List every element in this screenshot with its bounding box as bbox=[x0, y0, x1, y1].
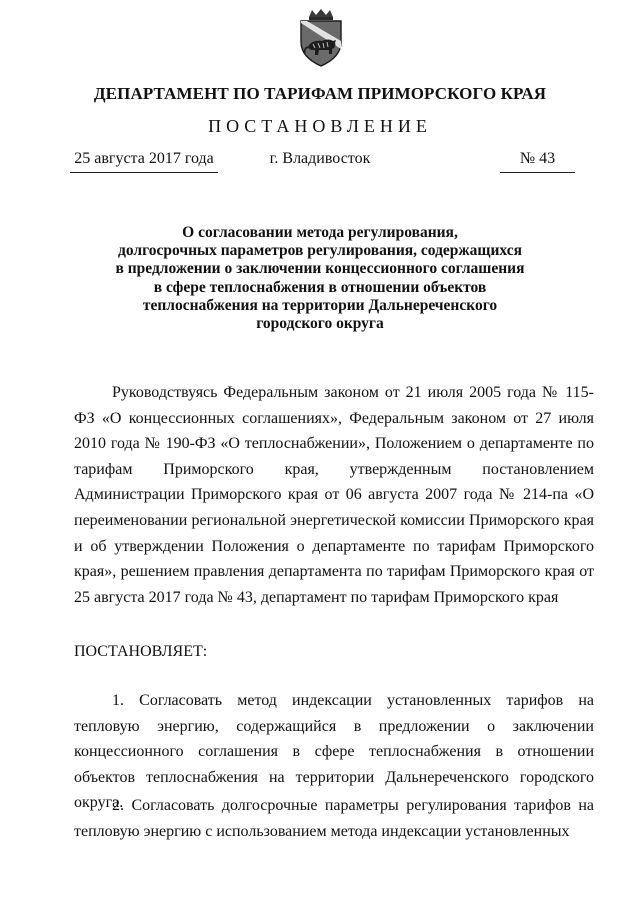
subject-line: теплоснабжения на территории Дальнереченского bbox=[142, 296, 498, 314]
subject-line: городского округа bbox=[256, 315, 384, 333]
document-type: ПОСТАНОВЛЕНИЕ bbox=[208, 116, 432, 136]
subject-line: долгосрочных параметров регулирования, содержащихся bbox=[118, 242, 522, 260]
item-2-paragraph: 2. Согласовать долгосрочные параметры регулирования тарифов на тепловую энергию с использованием метода индексации установленных bbox=[74, 797, 594, 840]
resolves-heading: ПОСТАНОВЛЯЕТ: bbox=[74, 643, 208, 660]
document-city: г. Владивосток bbox=[269, 150, 371, 167]
item-1-paragraph: 1. Согласовать метод индексации установленных тарифов на тепловую энергию, содержащийся в предложении о заключении концессионного соглашения в сфере теплоснабжения в отношении объектов теплоснабжения на территории Дальнереченского городского округа. bbox=[74, 692, 594, 812]
document-subject bbox=[100, 224, 540, 333]
department-name: ДЕПАРТАМЕНТ ПО ТАРИФАМ ПРИМОРСКОГО КРАЯ bbox=[93, 84, 547, 103]
subject-line: в предложении о заключении концессионного соглашения bbox=[115, 260, 525, 278]
preamble-paragraph: Руководствуясь Федеральным законом от 21 июля 2005 года № 115-ФЗ «О концессионных соглашениях», Федеральным законом от 27 июля 2010 года № 190-ФЗ «О теплоснабжении», Положением о департаменте по тарифам Приморского края, утвержденным постановлением Администрации Приморского края от 06 августа 2007 года № 214-па «О переименовании региональной энергетической комиссии Приморского края и об утверждении Положения о департаменте по тарифам Приморского края», решением правления департамента по тарифам Приморского края от 25 августа 2017 года № 43, департамент по тарифам Приморского края bbox=[74, 384, 594, 606]
subject-line: О согласовании метода регулирования, bbox=[182, 224, 458, 241]
document-number: № 43 bbox=[500, 150, 575, 173]
subject-line: в сфере теплоснабжения в отношении объектов bbox=[153, 278, 487, 296]
coat-of-arms-icon bbox=[297, 8, 345, 68]
document-date: 25 августа 2017 года bbox=[70, 150, 218, 173]
